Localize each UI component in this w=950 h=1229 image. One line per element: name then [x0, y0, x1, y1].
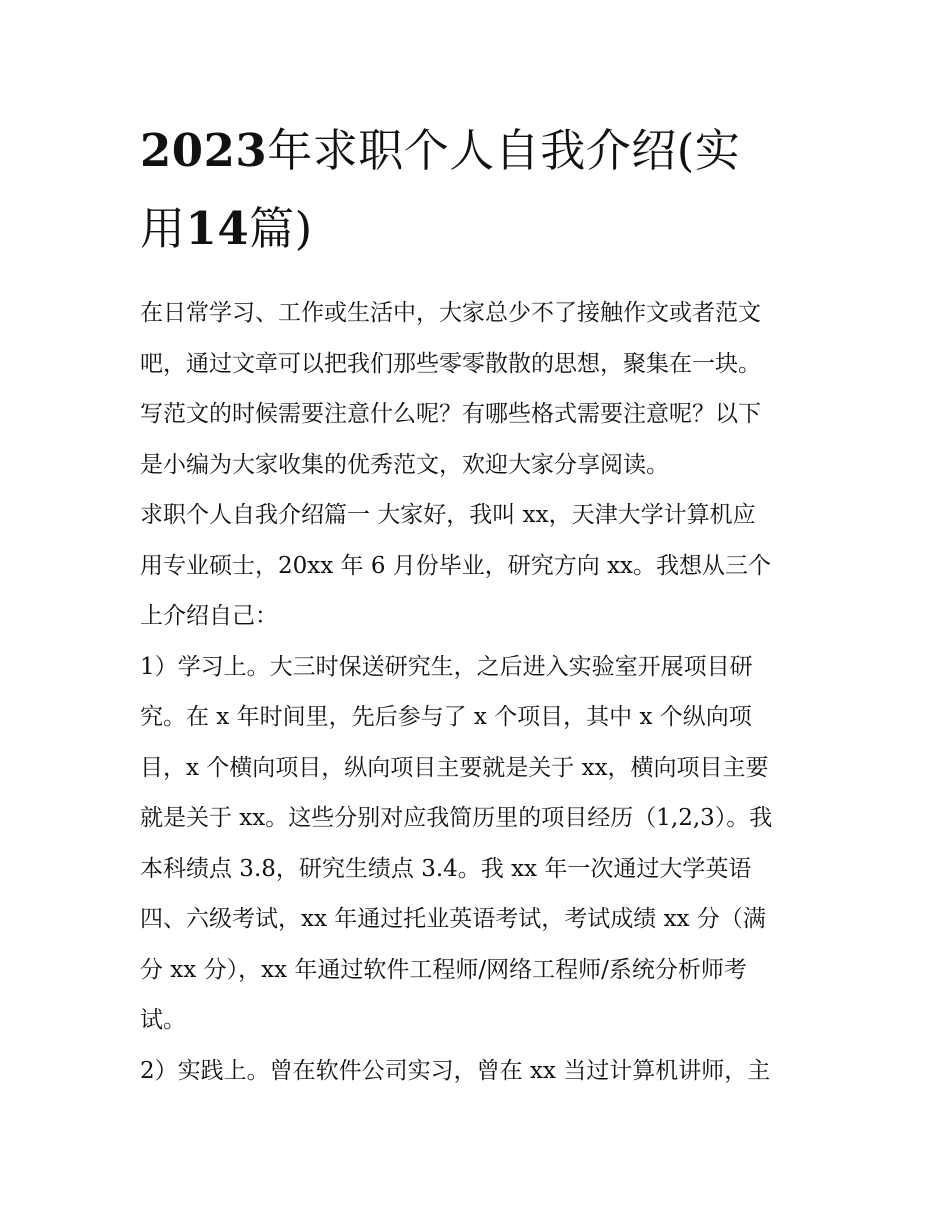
section1-line: 求职个人自我介绍篇一 大家好，我叫 xx，天津大学计算机应: [140, 502, 756, 528]
title-text-3: 篇): [249, 202, 313, 255]
section1-line: 用专业硕士，20xx 年 6 月份毕业，研究方向 xx。我想从三个: [140, 552, 772, 579]
title-text-1: 年求职个人自我介绍(实: [267, 124, 741, 177]
section1-line: 上介绍自己：: [140, 603, 278, 629]
title-count: 14: [185, 202, 250, 255]
intro-line: 在日常学习、工作或生活中，大家总少不了接触作文或者范文: [140, 300, 761, 326]
point2-line: 2）实践上。曾在软件公司实习，曾在 xx 当过计算机讲师，主: [140, 1057, 771, 1084]
point1-line: 究。在 x 年时间里，先后参与了 x 个项目，其中 x 个纵向项: [140, 704, 752, 730]
title-year: 2023: [140, 124, 268, 177]
point1-line: 目，x 个横向项目，纵向项目主要就是关于 xx，横向项目主要: [140, 754, 769, 781]
point1-line: 试。: [140, 1007, 186, 1033]
point1-line: 分 xx 分），xx 年通过软件工程师/网络工程师/系统分析师考: [140, 956, 747, 983]
intro-line: 写范文的时候需要注意什么呢？有哪些格式需要注意呢？以下: [140, 401, 761, 427]
point1-paragraph: [140, 642, 816, 1046]
section1-paragraph: [140, 490, 816, 642]
document-title: [140, 112, 816, 268]
intro-paragraph: [140, 288, 816, 490]
point1-line: 1）学习上。大三时保送研究生，之后进入实验室开展项目研: [140, 653, 753, 680]
document-content: [140, 112, 816, 1096]
intro-line: 吧，通过文章可以把我们那些零零散散的思想，聚集在一块。: [140, 350, 761, 377]
intro-line: 是小编为大家收集的优秀范文，欢迎大家分享阅读。: [140, 451, 669, 478]
point1-line: 四、六级考试，xx 年通过托业英语考试，考试成绩 xx 分（满: [140, 906, 766, 932]
point1-line: 本科绩点 3.8，研究生绩点 3.4。我 xx 年一次通过大学英语: [140, 855, 752, 882]
point2-paragraph: [140, 1046, 816, 1097]
title-text-2: 用: [140, 202, 186, 255]
point1-line: 就是关于 xx。这些分别对应我简历里的项目经历（1,2,3）。我: [140, 805, 773, 831]
